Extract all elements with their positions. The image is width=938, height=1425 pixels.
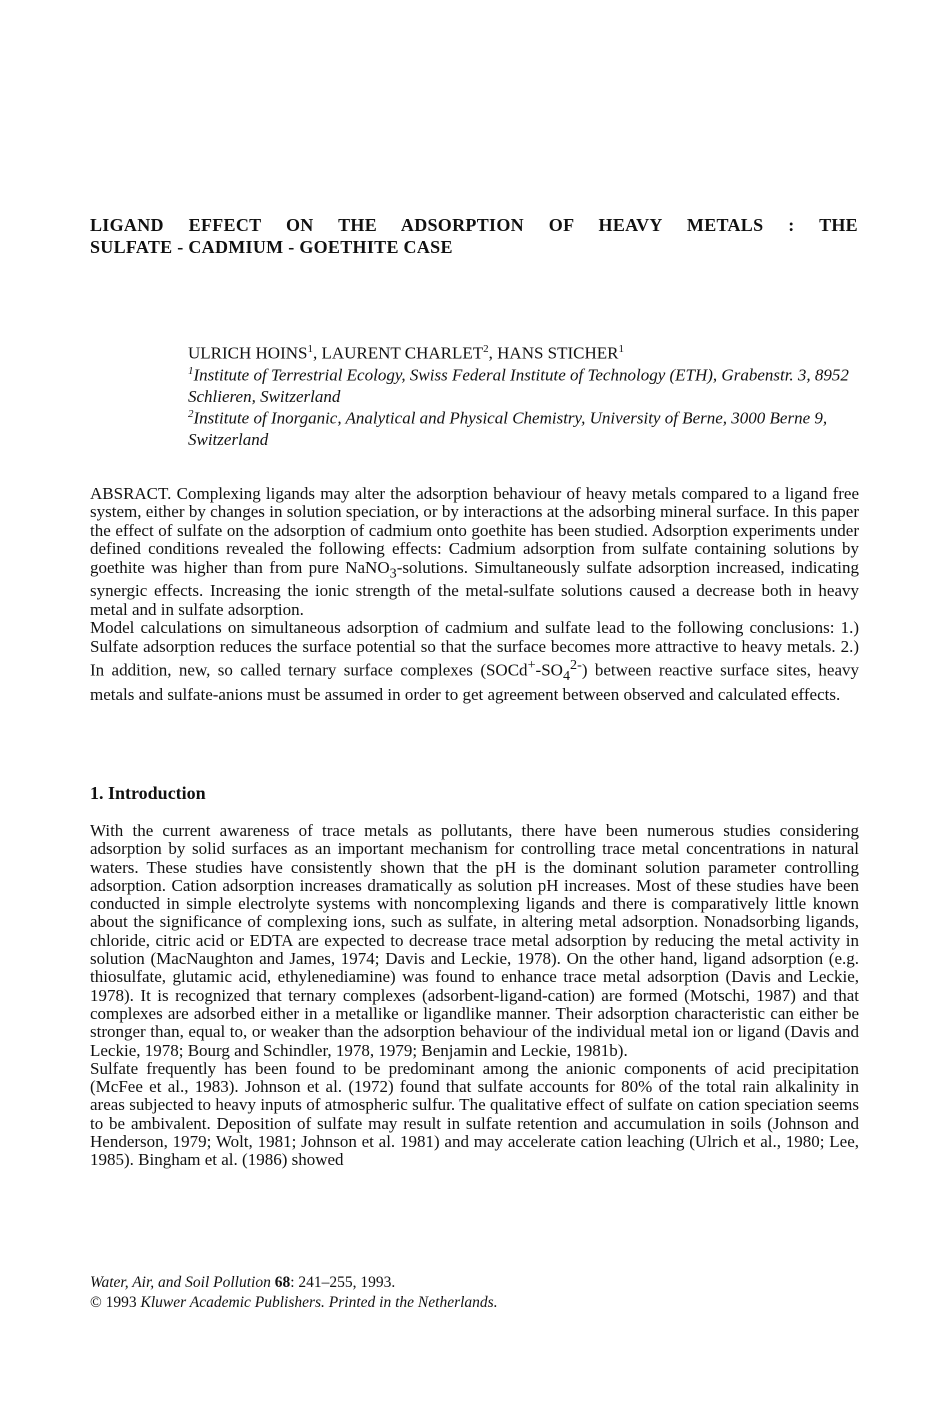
page-range: : 241–255, 1993. bbox=[290, 1274, 396, 1291]
journal-name: Water, Air, and Soil Pollution bbox=[90, 1274, 271, 1291]
paper-title bbox=[90, 214, 858, 258]
author-name: ULRICH HOINS bbox=[188, 343, 308, 363]
abstract-paragraph bbox=[90, 485, 859, 619]
author-affiliation-mark: 1 bbox=[307, 343, 313, 355]
affiliation bbox=[188, 361, 858, 407]
volume-number: 68 bbox=[274, 1274, 291, 1291]
author-separator: , bbox=[312, 343, 322, 363]
publication-footer bbox=[90, 1273, 859, 1313]
publisher-name: Kluwer Academic Publishers. Printed in the Netherlands. bbox=[140, 1294, 498, 1311]
copyright-year: 1993 bbox=[105, 1294, 137, 1311]
author-list bbox=[188, 339, 858, 364]
affiliation bbox=[188, 404, 858, 450]
subscript: 3 bbox=[389, 565, 397, 582]
abstract-text: -SO bbox=[535, 660, 563, 680]
abstract-text: ABSRACT. Complexing ligands may alter the adsorption behaviour of heavy metals compared to a ligand free system, either by changes in solution speciation, or by interactions at the adsorbing mineral surface. In this paper the effect of sulfate on the adsorption of cadmium onto goethite has been studied. Adsorption experiments under defined conditions revealed the following effects: Cadmium adsorption from sulfate containing solutions by goethite was higher than from pure NaNO bbox=[90, 484, 859, 577]
superscript: + bbox=[527, 657, 536, 674]
author-affiliation-mark: 2 bbox=[483, 343, 489, 355]
author-affiliation-mark: 1 bbox=[618, 343, 625, 355]
abstract-text: ) between reactive surface sites, heavy metals and sulfate-anions must be assumed in order to get agreement between observed and calculated effects. bbox=[90, 660, 859, 704]
author-name: HANS STICHER bbox=[497, 343, 619, 363]
abstract bbox=[90, 485, 859, 704]
body-paragraph: With the current awareness of trace metals as pollutants, there have been numerous studies considering adsorption by solid surfaces as an important mechanism for controlling trace metal concentrations in natural waters. These studies have consistently shown that the pH is the dominant solution parameter controlling adsorption. Cation adsorption increases dramatically as solution pH increases. Most of these studies have been conducted in simple electrolyte systems with noncomplexing ligands and there is comparatively little known about the significance of complexing ions, such as sulfate, in altering metal adsorption. Nonadsorbing ligands, chloride, citric acid or EDTA are expected to decrease trace metal adsorption by reducing the metal activity in solution (MacNaughton and James, 1974; Davis and Leckie, 1978). On the other hand, ligand adsorption (e.g. thiosulfate, glutamic acid, ethylenediamine) was found to enhance trace metal adsorption (Davis and Leckie, 1978). It is recognized that ternary complexes (adsorbent-ligand-cation) are formed (Motschi, 1987) and that complexes are adsorbed either in a metallike or ligandlike manner. Their adsorption characteristic can either be stronger than, equal to, or weaker than the adsorption behaviour of the individual metal ion or ligand (Davis and Leckie, 1978; Bourg and Schindler, 1978, 1979; Benjamin and Leckie, 1981b). bbox=[90, 821, 859, 1060]
abstract-text: -solutions. Simultaneously sulfate adsorption increased, indicating synergic effects. Increasing the ionic strength of the metal-sulfate solutions caused a decrease both in heavy metal and in sulfate adsorption. bbox=[90, 557, 859, 619]
body-text bbox=[90, 822, 859, 1170]
abstract-text: Model calculations on simultaneous adsorption of cadmium and sulfate lead to the following conclusions: 1.) Sulfate adsorption reduces the surface potential so that the surface becomes more attractive to heavy metals. 2.) In addition, new, so called ternary surface complexes (SOCd bbox=[90, 618, 859, 680]
abstract-paragraph bbox=[90, 619, 859, 704]
copyright-line bbox=[90, 1293, 859, 1313]
author-separator: , bbox=[488, 343, 498, 363]
body-paragraph: Sulfate frequently has been found to be predominant among the anionic components of acid precipitation (McFee et al., 1983). Johnson et al. (1972) found that sulfate accounts for 80% of the total rain alkalinity in areas subjected to heavy inputs of atmospheric sulfur. The qualitative effect of sulfate on cation speciation seems to be ambivalent. Deposition of sulfate may result in sulfate retention and accumulation in soils (Johnson and Henderson, 1979; Wolt, 1981; Johnson et al. 1981) and may accelerate cation leaching (Ulrich et al., 1980; Lee, 1985). Bingham et al. (1986) showed bbox=[90, 1058, 859, 1170]
section-heading: 1. Introduction bbox=[90, 783, 206, 803]
affiliation-mark: 1 bbox=[188, 365, 194, 377]
citation-line bbox=[90, 1273, 859, 1293]
subscript: 4 bbox=[562, 668, 571, 685]
affiliation-text: Institute of Terrestrial Ecology, Swiss Federal Institute of Technology (ETH), Grabenstr. 3, 8952 Schlieren, Switzerland bbox=[188, 365, 849, 406]
copyright-symbol: © bbox=[90, 1294, 102, 1311]
affiliation-mark: 2 bbox=[188, 408, 194, 420]
superscript: 2- bbox=[570, 657, 582, 674]
title-line-1: LIGAND EFFECT ON THE ADSORPTION OF HEAVY METALS : THE bbox=[90, 215, 858, 235]
affiliation-text: Institute of Inorganic, Analytical and Physical Chemistry, University of Berne, 3000 Berne 9, Switzerland bbox=[188, 408, 828, 449]
author-name: LAURENT CHARLET bbox=[321, 343, 484, 363]
title-line-2: SULFATE - CADMIUM - GOETHITE CASE bbox=[90, 237, 453, 257]
